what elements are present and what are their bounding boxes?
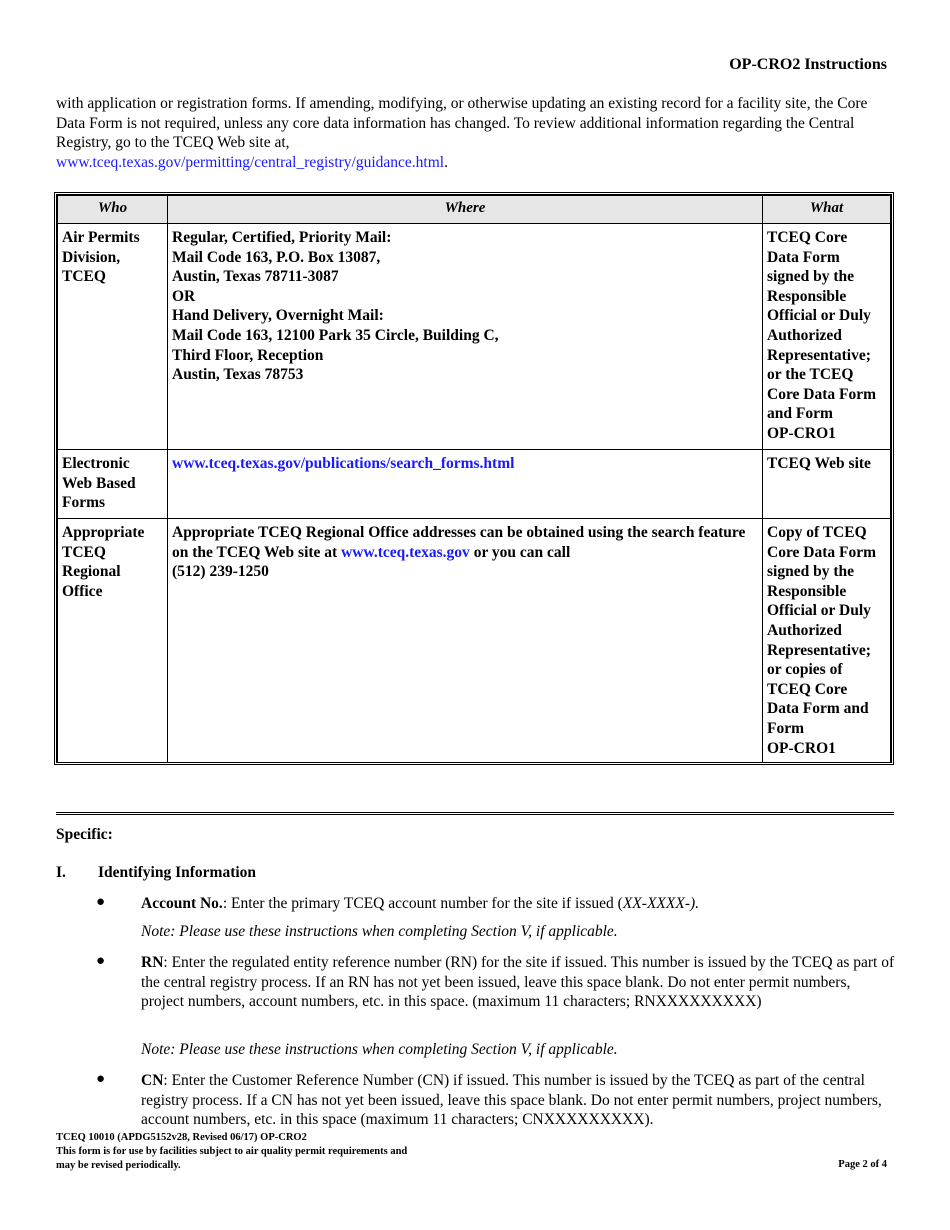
submission-table [54,192,894,765]
intro-text: with application or registration forms. If amending, modifying, or otherwise updating an existing record for a facility site, the Core Data Form is not required, unless any core data information has changed. To review additional information regarding the Central Registry, go to the TCEQ Web site at, [56,95,868,152]
cn-text: : Enter the Customer Reference Number (CN) if issued. This number is issued by the TCEQ as part of the central registry process. If a CN has not yet been issued, leave this space blank. Do not enter permit numbers, project numbers, account numbers, etc. in this space (maximum 11 characters; CNXXXXXXXXX). [141,1072,882,1129]
table-header-row [58,196,891,224]
row3-what-line: Responsible [767,582,847,600]
footer-line: This form is for use by facilities subject to air quality permit requirements and [56,1146,408,1157]
row3-what-line: Representative; [767,641,871,659]
row3-what-line: OP-CRO1 [767,739,836,757]
row3-what-line: TCEQ Core [767,680,848,698]
cn-label: CN [141,1072,164,1089]
row3-what-line: Core Data Form [767,543,877,561]
row1-what-line: and Form [767,405,833,423]
row3-who [58,519,168,763]
bullet-icon: ● [96,894,106,910]
rn-item [141,953,895,1012]
cn-item [141,1071,895,1130]
row3-what [763,519,891,763]
bullet-icon: ● [96,953,106,969]
page-header-title: OP-CRO2 Instructions [729,56,887,73]
header-where: Where [168,196,763,224]
row3-where-phone: (512) 239-1250 [172,563,269,581]
row2-where [168,450,763,519]
row3-what-line: Copy of TCEQ [767,524,867,541]
row1-what-line: OP-CRO1 [767,424,836,442]
account-label: Account No. [141,895,223,912]
row3-what-line: Form [767,719,805,737]
row1-where [168,224,763,450]
row1-who-line: Air Permits [62,229,140,246]
row3-who-line: Office [62,582,103,600]
footer-line: TCEQ 10010 (APDG5152v28, Revised 06/17) OP-CRO2 [56,1132,307,1143]
intro-paragraph [56,94,896,173]
table-row [58,224,891,450]
row1-where-line: Mail Code 163, P.O. Box 13087, [172,248,381,266]
row2-who-line: Web Based [62,474,136,492]
row3-who-line: Appropriate [62,524,145,541]
row1-what-line: or the TCEQ [767,366,854,384]
row3-what-line: signed by the [767,563,854,581]
rn-text: : Enter the regulated entity reference number (RN) for the site if issued. This number is issued by the TCEQ as part of the central registry process. If an RN has not yet been issued, leave this space blank. Do not enter permit numbers, project numbers, account numbers, etc. in this space. (maximum 11 characters; RNXXXXXXXXX) [141,954,895,1011]
row3-what-line: Authorized [767,621,842,639]
footer-line: may be revised periodically. [56,1160,181,1171]
rn-label: RN [141,954,164,971]
tceq-home-link[interactable]: www.tceq.texas.gov [341,543,470,561]
row1-where-line: Austin, Texas 78711-3087 [172,268,339,286]
section-divider [56,812,894,815]
row3-who-line: TCEQ [62,543,106,561]
row1-who-line: TCEQ [62,268,106,286]
table-row [58,519,891,763]
row3-what-line: Data Form and [767,700,869,718]
row3-where-text: Appropriate TCEQ Regional Office addresses can be obtained using the search feature on the TCEQ Web site at [172,524,746,561]
section-title: Identifying Information [98,864,257,881]
row1-what-line: Official or Duly [767,307,871,325]
search-forms-link[interactable]: www.tceq.texas.gov/publications/search_forms.html [172,455,515,472]
row1-what-line: Representative; [767,346,871,364]
row3-who-line: Regional [62,563,121,581]
row1-who [58,224,168,450]
row3-what-line: or copies of [767,661,843,679]
intro-end: . [444,154,448,172]
row3-what-line: Official or Duly [767,602,871,620]
account-note: Note: Please use these instructions when completing Section V, if applicable. [141,923,618,940]
row1-where-line: OR [172,287,196,305]
bullet-icon: ● [96,1071,106,1087]
row3-where-after: or you can call [469,543,571,561]
row2-who-line: Forms [62,494,106,512]
row1-what-line: Authorized [767,326,842,344]
row1-who-line: Division, [62,248,121,266]
row2-who [58,450,168,519]
header-what: What [763,196,891,224]
footer-info [56,1131,407,1173]
row1-where-line: Hand Delivery, Overnight Mail: [172,307,384,325]
central-registry-link[interactable]: www.tceq.texas.gov/permitting/central_registry/guidance.html [56,154,445,172]
page-number: Page 2 of 4 [838,1159,887,1170]
specific-heading: Specific: [56,826,113,843]
row1-where-line: Third Floor, Reception [172,346,324,364]
account-format: XX-XXXX-). [622,895,700,912]
row1-what-line: TCEQ Core [767,229,848,246]
row3-where [168,519,763,763]
row1-what-line: Data Form [767,248,840,266]
row2-who-line: Electronic [62,455,130,472]
table-row [58,450,891,519]
section-number: I. [56,864,66,881]
row1-where-line: Austin, Texas 78753 [172,366,304,384]
row2-what-line: TCEQ Web site [767,455,871,472]
account-text: : Enter the primary TCEQ account number for the site if issued ( [222,895,623,912]
row1-where-line: Mail Code 163, 12100 Park 35 Circle, Building C, [172,326,499,344]
row1-what [763,224,891,450]
row2-what [763,450,891,519]
account-item [141,894,895,914]
row1-what-line: signed by the [767,268,854,286]
rn-note: Note: Please use these instructions when completing Section V, if applicable. [141,1041,618,1058]
row1-what-line: Responsible [767,287,847,305]
row1-where-line: Regular, Certified, Priority Mail: [172,229,392,246]
row1-what-line: Core Data Form [767,385,877,403]
header-who: Who [58,196,168,224]
